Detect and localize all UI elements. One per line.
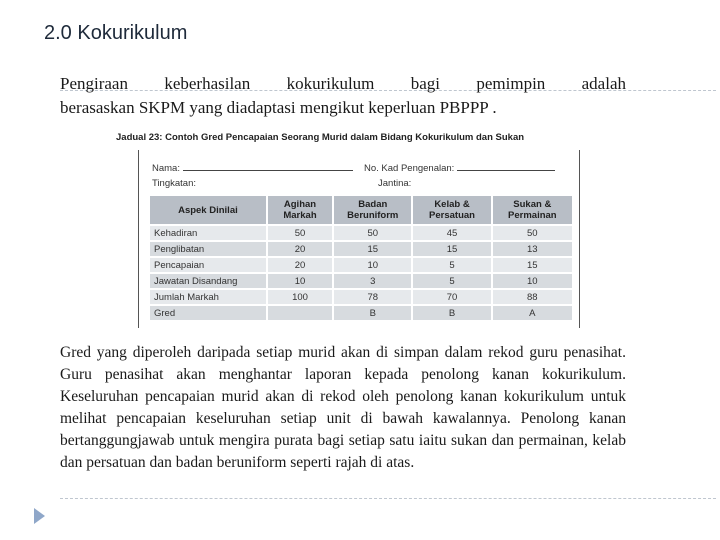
- table-cell: Jawatan Disandang: [150, 274, 266, 288]
- table-caption: Jadual 23: Contoh Gred Pencapaian Seorang Murid dalam Bidang Kokurikulum dan Sukan: [116, 132, 525, 143]
- triangle-right-icon[interactable]: [34, 508, 45, 524]
- table-cell: Gred: [150, 306, 266, 320]
- form-jantina: [378, 178, 411, 189]
- grade-table-figure: [114, 128, 588, 330]
- header-cell: Agihan Markah: [268, 196, 332, 224]
- form-kp: [364, 162, 555, 174]
- jantina-label: Jantina:: [378, 178, 412, 189]
- header-cell: Badan Beruniform: [334, 196, 411, 224]
- table-cell: 20: [268, 242, 332, 256]
- table-cell: 15: [493, 258, 572, 272]
- table-cell: 5: [413, 274, 490, 288]
- table-cell: 20: [268, 258, 332, 272]
- table-row: [150, 242, 572, 256]
- body-paragraph: Gred yang diperoleh daripada setiap murid akan di simpan dalam rekod guru penasihat. Guru penasihat akan menghantar laporan kepada penolong kanan kokurikulum. Keseluruhan pencapaian murid akan di rekod oleh penolong kanan kokurikulum untuk melihat pencapaian keseluruhan setiap unit di bawah kawalannya. Penolong kanan bertanggungjawab untuk mengira purata bagi setiap satu iaitu sukan dan permainan, kelab dan persatuan dan badan beruniform seperti rajah di atas.: [60, 344, 626, 471]
- table-cell: 50: [268, 226, 332, 240]
- form-nama: [152, 162, 353, 174]
- header-cell: Kelab & Persatuan: [413, 196, 490, 224]
- table-header-row: [150, 196, 572, 224]
- table-cell: Jumlah Markah: [150, 290, 266, 304]
- nama-label: Nama:: [152, 163, 180, 174]
- table-cell: 3: [334, 274, 411, 288]
- bottom-divider: [60, 498, 716, 499]
- table-cell: 10: [268, 274, 332, 288]
- table-cell: Penglibatan: [150, 242, 266, 256]
- table-cell: Kehadiran: [150, 226, 266, 240]
- table-cell: B: [334, 306, 411, 320]
- table-cell: 88: [493, 290, 572, 304]
- table-cell: 50: [493, 226, 572, 240]
- intro-line-1: Pengiraan keberhasilan kokurikulum bagi pemimpin adalah: [60, 74, 626, 93]
- table-cell: 100: [268, 290, 332, 304]
- table-cell: 78: [334, 290, 411, 304]
- table-cell: A: [493, 306, 572, 320]
- nama-line: [183, 162, 353, 171]
- table-cell: B: [413, 306, 490, 320]
- header-cell: Aspek Dinilai: [150, 196, 266, 224]
- slide-title: 2.0 Kokurikulum: [44, 22, 188, 44]
- table-cell: 15: [334, 242, 411, 256]
- table-cell: 45: [413, 226, 490, 240]
- tingkatan-label: Tingkatan:: [152, 178, 197, 189]
- table-cell: 15: [413, 242, 490, 256]
- table-row: [150, 258, 572, 272]
- kp-label: No. Kad Pengenalan:: [364, 163, 455, 174]
- table-row: [150, 306, 572, 320]
- grade-table: [148, 194, 574, 322]
- kp-line: [457, 162, 555, 171]
- table-cell: [268, 306, 332, 320]
- form-tingkatan: [152, 178, 196, 189]
- table-cell: 50: [334, 226, 411, 240]
- table-cell: 10: [493, 274, 572, 288]
- table-row: [150, 226, 572, 240]
- table-row: [150, 290, 572, 304]
- table-cell: 70: [413, 290, 490, 304]
- table-cell: 13: [493, 242, 572, 256]
- table-cell: 5: [413, 258, 490, 272]
- table-row: [150, 274, 572, 288]
- header-cell: Sukan & Permainan: [493, 196, 572, 224]
- intro-paragraph: [60, 72, 626, 120]
- table-cell: Pencapaian: [150, 258, 266, 272]
- table-cell: 10: [334, 258, 411, 272]
- intro-line-2: berasaskan SKPM yang diadaptasi mengikut keperluan PBPPP .: [60, 98, 497, 117]
